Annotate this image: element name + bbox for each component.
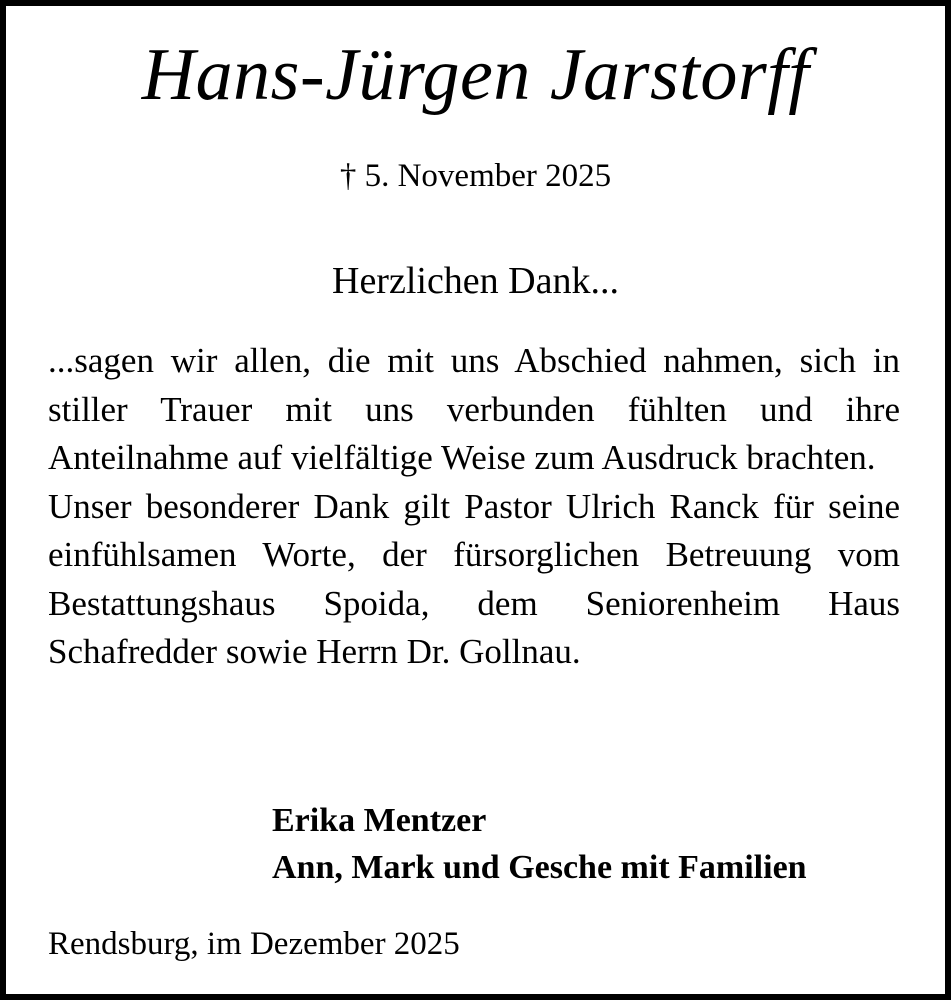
signers-block: [272, 797, 807, 891]
thanks-heading: Herzlichen Dank...: [332, 260, 619, 302]
thanks-message: [48, 337, 900, 677]
deceased-name: Hans-Jürgen Jarstorff: [141, 34, 810, 116]
thanks-paragraph-2: Unser besonderer Dank gilt Pastor Ulrich Ranck für seine einfühlsamen Worte, der fürsorglichen Betreuung vom Bestattungshaus Spoida, dem Seniorenheim Haus Schafredder sowie Herrn Dr. Gollnau.: [48, 486, 900, 671]
place-and-date: Rendsburg, im Dezember 2025: [48, 926, 460, 962]
death-date: † 5. November 2025: [339, 158, 612, 194]
signer-2: Ann, Mark und Gesche mit Familien: [272, 849, 807, 886]
thanks-paragraph-1: ...sagen wir allen, die mit uns Abschied nahmen, sich in stiller Trauer mit uns verbunden fühlten und ihre Anteilnahme auf vielfältige Weise zum Ausdruck brachten.: [48, 341, 900, 477]
signer-1: Erika Mentzer: [272, 802, 487, 839]
